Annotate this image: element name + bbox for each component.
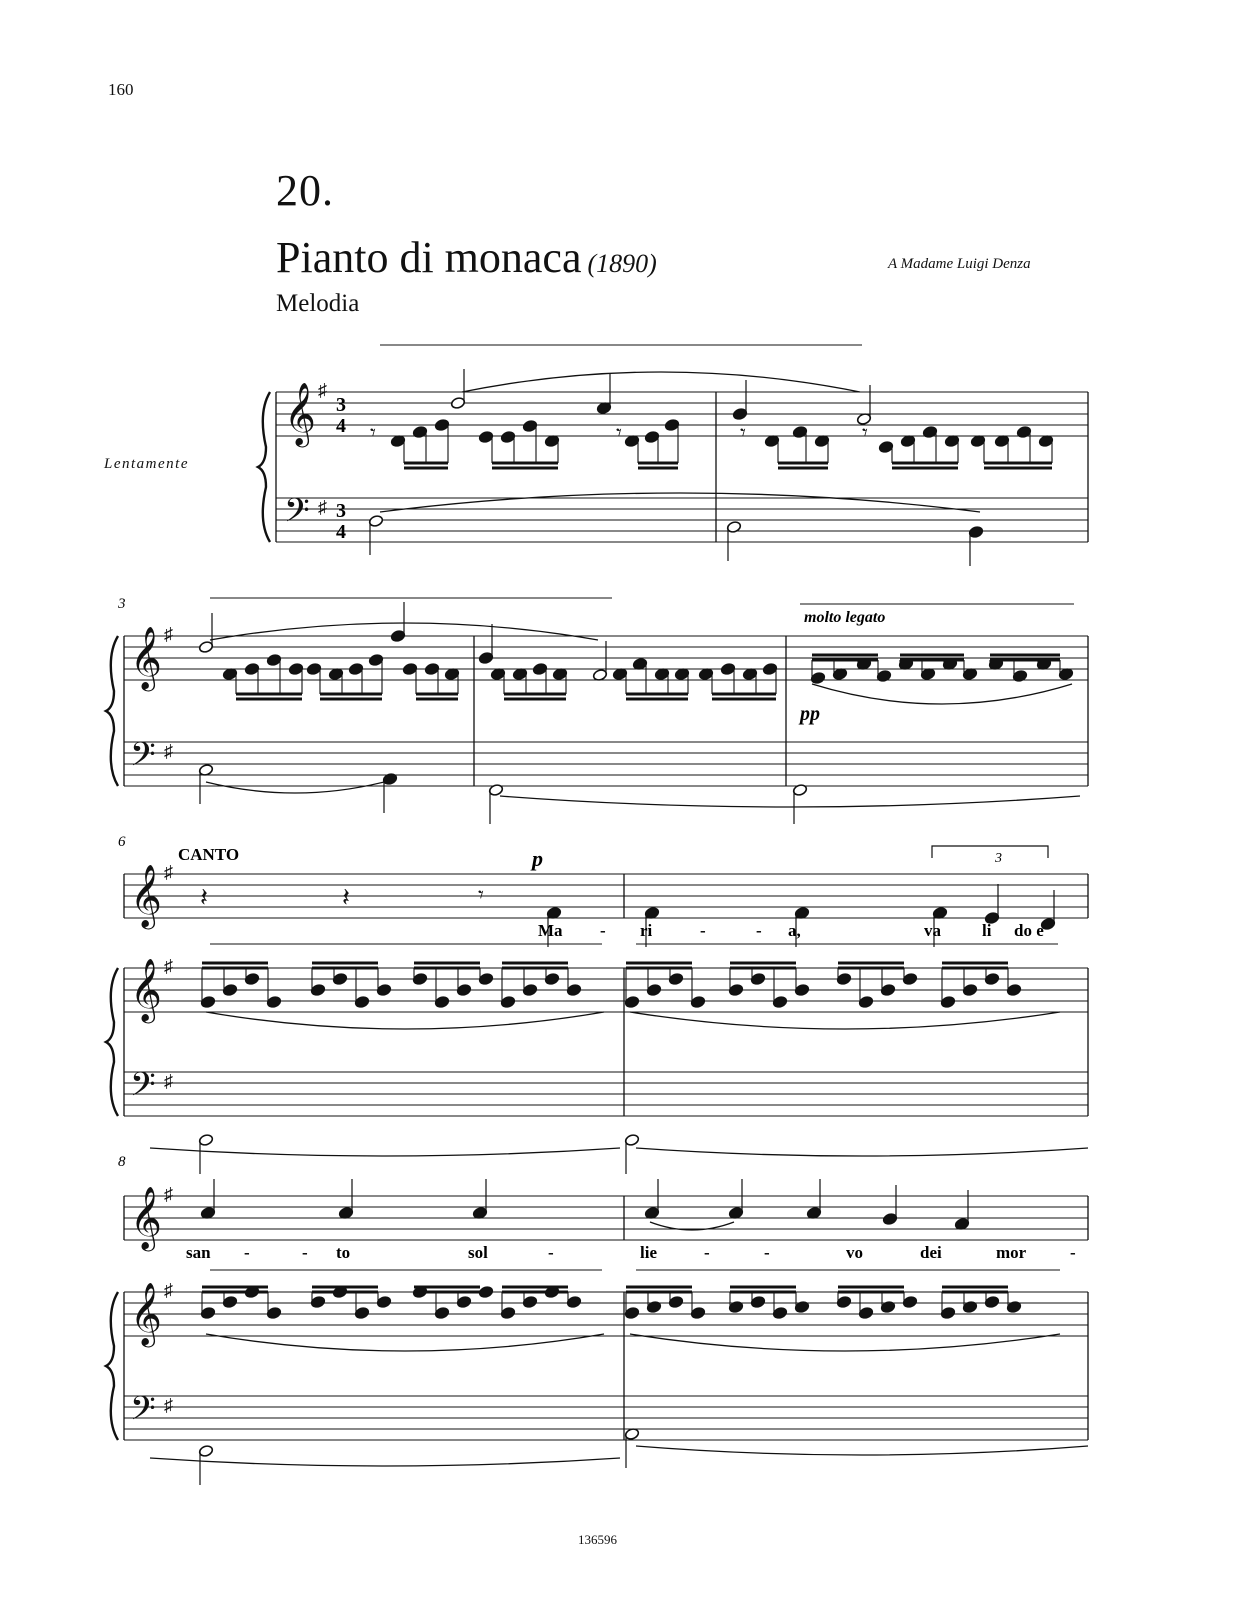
- slur: [206, 1012, 604, 1029]
- treble-clef-icon: 𝄞: [284, 384, 316, 444]
- notehead: [624, 1133, 639, 1146]
- tuplet-bracket: [932, 846, 1048, 858]
- notehead: [878, 440, 893, 453]
- bass-clef-icon: 𝄢: [284, 492, 310, 537]
- notehead: [732, 407, 747, 420]
- treble-clef-icon: 𝄞: [130, 1284, 162, 1344]
- lyric-hyphen: -: [302, 1243, 308, 1262]
- notehead: [940, 1306, 955, 1319]
- treble-clef-icon: 𝄞: [130, 628, 162, 688]
- notehead: [434, 418, 449, 431]
- notehead: [728, 1300, 743, 1313]
- notehead: [836, 972, 851, 985]
- notehead: [368, 514, 383, 527]
- notehead: [644, 430, 659, 443]
- key-sharp-icon: ♯: [164, 1395, 173, 1415]
- slur: [636, 1446, 1088, 1455]
- notehead: [720, 662, 735, 675]
- notehead: [902, 972, 917, 985]
- notehead: [478, 430, 493, 443]
- notehead: [532, 662, 547, 675]
- notehead: [794, 1300, 809, 1313]
- notehead: [668, 972, 683, 985]
- key-sharp-icon: ♯: [318, 380, 327, 400]
- notehead: [306, 662, 321, 675]
- key-sharp-icon: ♯: [318, 497, 327, 517]
- slur: [636, 1148, 1088, 1156]
- notehead: [810, 671, 825, 684]
- expression-molto-legato: molto legato: [804, 609, 886, 626]
- notehead: [522, 419, 537, 432]
- notehead: [792, 783, 807, 796]
- notehead: [772, 1306, 787, 1319]
- notehead: [332, 972, 347, 985]
- notehead: [450, 396, 465, 409]
- lyric-syllable: li: [982, 921, 992, 940]
- brace: [106, 1292, 118, 1440]
- lyric-syllable: a,: [788, 921, 801, 940]
- bass-clef-icon: 𝄢: [130, 736, 156, 781]
- notehead: [198, 1444, 213, 1457]
- notehead: [1006, 983, 1021, 996]
- notehead: [922, 425, 937, 438]
- notehead: [880, 1300, 895, 1313]
- notehead: [368, 653, 383, 666]
- notehead: [962, 1300, 977, 1313]
- notehead: [412, 425, 427, 438]
- notehead: [750, 1295, 765, 1308]
- notehead: [222, 1295, 237, 1308]
- notehead: [876, 669, 891, 682]
- brace: [106, 968, 118, 1116]
- key-sharp-icon: ♯: [164, 1184, 173, 1204]
- notehead: [792, 425, 807, 438]
- slur: [462, 372, 860, 392]
- lyric-syllable: dei: [920, 1243, 942, 1262]
- notehead: [348, 662, 363, 675]
- notehead: [728, 983, 743, 996]
- notehead: [762, 662, 777, 675]
- notehead: [266, 1306, 281, 1319]
- notehead: [376, 1295, 391, 1308]
- notehead: [412, 972, 427, 985]
- slur: [630, 1334, 1060, 1351]
- notehead: [794, 983, 809, 996]
- eighth-rest-icon: 𝄾: [862, 420, 868, 445]
- notehead: [376, 983, 391, 996]
- lyric-hyphen: -: [756, 921, 762, 940]
- dynamic-p: p: [532, 846, 543, 871]
- notehead: [624, 995, 639, 1008]
- treble-clef-icon: 𝄞: [130, 1188, 162, 1248]
- lyric-syllable: mor: [996, 1243, 1027, 1262]
- notehead: [500, 1306, 515, 1319]
- slur: [630, 1012, 1060, 1029]
- notehead: [310, 1295, 325, 1308]
- time-sig-bass-top: 3: [336, 500, 346, 522]
- notehead: [434, 1306, 449, 1319]
- eighth-rest-icon: 𝄾: [616, 420, 622, 445]
- brace: [106, 636, 118, 786]
- notehead: [522, 983, 537, 996]
- song-number: 20.: [276, 166, 334, 215]
- tempo-marking: Lentamente: [104, 456, 189, 472]
- lyric-hyphen: -: [548, 1243, 554, 1262]
- notehead: [902, 1295, 917, 1308]
- notehead: [200, 995, 215, 1008]
- notehead: [354, 995, 369, 1008]
- notehead: [500, 995, 515, 1008]
- notehead: [310, 983, 325, 996]
- notehead: [198, 640, 213, 653]
- notehead: [962, 983, 977, 996]
- lyric-hyphen: -: [600, 921, 606, 940]
- notehead: [500, 430, 515, 443]
- notehead: [382, 772, 397, 785]
- song-subtitle: Melodia: [276, 290, 360, 317]
- key-sharp-icon: ♯: [164, 1071, 173, 1091]
- notehead: [478, 651, 493, 664]
- notehead: [646, 983, 661, 996]
- notehead: [646, 1300, 661, 1313]
- notehead: [390, 629, 405, 642]
- dedication: A Madame Luigi Denza: [888, 256, 1031, 272]
- key-sharp-icon: ♯: [164, 862, 173, 882]
- canto-label: CANTO: [178, 845, 240, 864]
- notehead: [566, 1295, 581, 1308]
- notehead: [1016, 425, 1031, 438]
- lyric-syllable: vo: [846, 1243, 863, 1262]
- key-sharp-icon: ♯: [164, 741, 173, 761]
- treble-clef-icon: 𝄞: [130, 866, 162, 926]
- slur: [206, 1334, 604, 1351]
- notehead: [566, 983, 581, 996]
- eighth-rest-icon: 𝄾: [740, 420, 746, 445]
- lyric-syllable: Ma: [538, 921, 563, 940]
- notehead: [836, 1295, 851, 1308]
- notehead: [266, 653, 281, 666]
- notehead: [522, 1295, 537, 1308]
- notehead: [266, 995, 281, 1008]
- notehead: [434, 995, 449, 1008]
- notehead: [288, 662, 303, 675]
- notehead: [456, 983, 471, 996]
- catalog-number: 136596: [578, 1532, 617, 1547]
- notehead: [880, 983, 895, 996]
- measure-number-3: 3: [118, 596, 126, 612]
- notehead: [456, 1295, 471, 1308]
- bass-clef-icon: 𝄢: [130, 1066, 156, 1111]
- measure-number-6: 6: [118, 834, 126, 850]
- measure-number-8: 8: [118, 1154, 126, 1170]
- lyric-hyphen: -: [1070, 1243, 1076, 1262]
- page-number: 160: [108, 80, 134, 99]
- eighth-rest-icon: 𝄾: [478, 882, 484, 907]
- notehead: [726, 520, 741, 533]
- lyric-syllable: sol: [468, 1243, 488, 1262]
- lyric-syllable: lie: [640, 1243, 657, 1262]
- time-sig-treble-bottom: 4: [336, 415, 346, 437]
- notehead: [354, 1306, 369, 1319]
- lyrics-line-2: [186, 1243, 1076, 1262]
- notehead: [664, 418, 679, 431]
- slur: [206, 782, 384, 793]
- score-layer: [106, 345, 1088, 1485]
- notehead: [478, 1285, 493, 1298]
- lyric-syllable: va: [924, 921, 941, 940]
- song-title-text: Pianto di monaca: [276, 233, 582, 282]
- slur: [150, 1148, 620, 1156]
- notehead: [690, 1306, 705, 1319]
- notehead: [198, 1133, 213, 1146]
- notehead: [1012, 669, 1027, 682]
- lyric-hyphen: -: [700, 921, 706, 940]
- notehead: [222, 983, 237, 996]
- notehead: [402, 662, 417, 675]
- quarter-rest-icon: 𝄽: [342, 883, 350, 912]
- notehead: [244, 972, 259, 985]
- notehead: [858, 1306, 873, 1319]
- slur: [500, 796, 1080, 807]
- song-year: (1890): [587, 249, 657, 278]
- time-sig-bass-bottom: 4: [336, 521, 346, 543]
- lyric-hyphen: -: [244, 1243, 250, 1262]
- lyrics-line-1: [538, 921, 1044, 940]
- notehead: [200, 1306, 215, 1319]
- treble-clef-icon: 𝄞: [130, 960, 162, 1020]
- lyric-syllable: san: [186, 1243, 211, 1262]
- notehead: [984, 972, 999, 985]
- key-sharp-icon: ♯: [164, 1280, 173, 1300]
- key-sharp-icon: ♯: [164, 956, 173, 976]
- tuplet-number: 3: [995, 851, 1002, 866]
- quarter-rest-icon: 𝄽: [200, 883, 208, 912]
- notehead: [624, 1306, 639, 1319]
- notehead: [690, 995, 705, 1008]
- notehead: [984, 1295, 999, 1308]
- notehead: [968, 525, 983, 538]
- time-sig-treble-top: 3: [336, 394, 346, 416]
- brace: [258, 392, 270, 542]
- notehead: [424, 662, 439, 675]
- bass-clef-icon: 𝄢: [130, 1390, 156, 1435]
- notehead: [750, 972, 765, 985]
- notehead: [858, 995, 873, 1008]
- lyric-syllable: do e: [1014, 921, 1044, 940]
- lyric-hyphen: -: [704, 1243, 710, 1262]
- dynamic-pp: pp: [800, 703, 820, 725]
- eighth-rest-icon: 𝄾: [370, 420, 376, 445]
- slur: [812, 684, 1072, 704]
- key-sharp-icon: ♯: [164, 624, 173, 644]
- slur: [150, 1458, 620, 1466]
- lyric-hyphen: -: [764, 1243, 770, 1262]
- notehead: [668, 1295, 683, 1308]
- notehead: [544, 972, 559, 985]
- notehead: [1006, 1300, 1021, 1313]
- notehead: [478, 972, 493, 985]
- notehead: [244, 662, 259, 675]
- notehead: [882, 1212, 897, 1225]
- lyric-syllable: to: [336, 1243, 351, 1262]
- notehead: [488, 783, 503, 796]
- lyric-syllable: ri: [640, 921, 653, 940]
- notehead: [940, 995, 955, 1008]
- notehead: [772, 995, 787, 1008]
